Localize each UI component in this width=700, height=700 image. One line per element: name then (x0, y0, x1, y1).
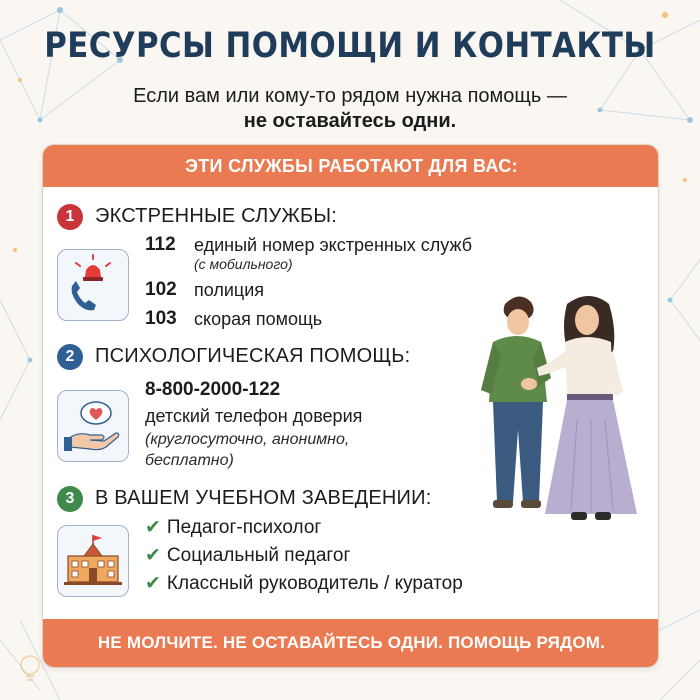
subtitle-line-1: Если вам или кому-то рядом нужна помощь — (133, 85, 567, 107)
section-3-badge: 3 (57, 486, 83, 512)
teen-and-adult-illustration (467, 290, 647, 540)
school-building-icon (57, 525, 129, 597)
page-title: РЕСУРСЫ ПОМОЩИ И КОНТАКТЫ (44, 26, 656, 66)
section-1-badge: 1 (57, 204, 83, 230)
school-item-2 (145, 544, 350, 570)
helpline-phone: 8-800-2000-122 (145, 379, 281, 400)
contact-112-number: 112 (145, 234, 176, 255)
helpline-label: детский телефон доверия (145, 406, 363, 426)
section-1-title: ЭКСТРЕННЫЕ СЛУЖБЫ: (95, 205, 338, 227)
teen-figure (481, 296, 551, 508)
section-2-title: ПСИХОЛОГИЧЕСКАЯ ПОМОЩЬ: (95, 345, 411, 367)
check-icon: ✔ (145, 573, 161, 594)
subtitle-line-2: не оставайтесь одни. (243, 110, 457, 132)
services-banner: ЭТИ СЛУЖБЫ РАБОТАЮТ ДЛЯ ВАС: (43, 145, 659, 187)
subtitle (0, 84, 700, 134)
helpline-note-line-2: бесплатно) (145, 452, 234, 469)
school-item-3 (145, 572, 463, 598)
helpline-note-line-1: (круглосуточно, анонимно, (145, 431, 350, 448)
contact-103-number: 103 (145, 308, 177, 329)
contact-112-note: (с мобильного) (194, 256, 293, 272)
school-item-3-label: Классный руководитель / куратор (166, 573, 463, 594)
contact-103-label: скорая помощь (194, 309, 323, 329)
school-item-2-label: Социальный педагог (166, 545, 351, 566)
school-item-1 (145, 516, 321, 542)
check-icon: ✔ (145, 545, 161, 566)
school-item-1-label: Педагог-психолог (166, 517, 322, 538)
section-2-badge: 2 (57, 344, 83, 370)
contact-102-label: полиция (194, 280, 265, 300)
footer-banner: НЕ МОЛЧИТЕ. НЕ ОСТАВАЙТЕСЬ ОДНИ. ПОМОЩЬ РЯДОМ. (43, 619, 659, 667)
hand-heart-icon (57, 390, 129, 462)
contact-102-number: 102 (145, 279, 177, 300)
section-3-title: В ВАШЕМ УЧЕБНОМ ЗАВЕДЕНИИ: (95, 487, 432, 509)
contact-112-label: единый номер экстренных служб (194, 235, 473, 255)
check-icon: ✔ (145, 517, 161, 538)
adult-figure (537, 296, 637, 520)
phone-siren-icon (57, 249, 129, 321)
